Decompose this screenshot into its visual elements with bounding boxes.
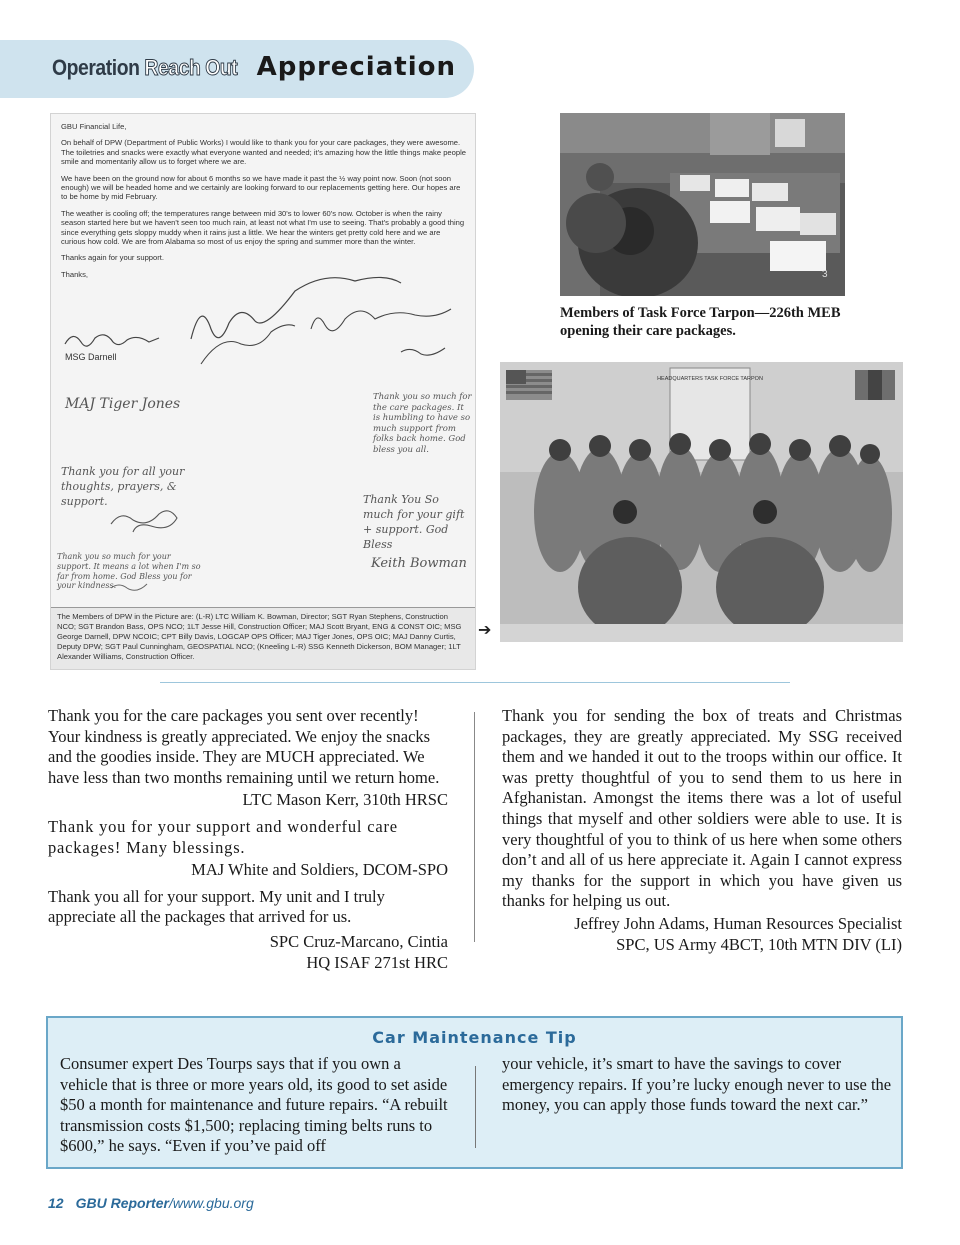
letter-signature: SPC, US Army 4BCT, 10th MTN DIV (LI)	[616, 934, 902, 954]
letter-closing: Thanks again for your support.	[61, 253, 164, 263]
tip-text-left	[60, 1054, 452, 1157]
handwritten-note: MAJ Tiger Jones	[65, 396, 181, 412]
tip-paragraph: your vehicle, it’s smart to have the savings to cover emergency repairs. If you’re lucky enough never to use the money, you can apply those funds toward the next car.”	[502, 1054, 892, 1115]
letters-left-column	[48, 706, 448, 973]
letter-paragraph: The weather is cooling off; the temperatures range between mid 30's to lower 60's now. October is when the rainy season started here but we haven't seen too much rain, at least not what I'm use to seeing. That's probably a good thing since everything gets sloppy muddy when it rains just a little. We hear the winters get pretty cold here and we are curious how cold. We are from Alabama so most of us enjoy the spring and summer more than the winter.	[61, 208, 465, 247]
handwritten-note: Thank you so much for your support. It means a lot when I'm so far from home. God Bless you for your kindness.	[57, 552, 201, 591]
scanned-letter	[50, 113, 476, 670]
letter-signature: SPC Cruz-Marcano, Cintia	[269, 931, 448, 951]
photo-number: 3	[822, 269, 828, 280]
letter-greeting: GBU Financial Life,	[61, 122, 127, 131]
letter-text: Thank you for the care packages you sent over recently! Your kindness is greatly appreciated. We enjoy the snacks and the goodies inside. They are MUCH appreciated. We have less than two months remaining until we return home.	[48, 706, 440, 787]
letter-signature: LTC Mason Kerr, 310th HRSC	[242, 790, 448, 810]
letter-thanks: Thanks,	[61, 269, 89, 279]
handwritten-note: Thank you so much for the care packages. It is humbling to have so much support from folks back home. God bless you all.	[373, 392, 472, 455]
care-packages-photo	[560, 113, 845, 296]
divider	[160, 682, 790, 683]
tip-title: Car Maintenance Tip	[372, 1028, 577, 1047]
soldiers-group-photo	[500, 362, 903, 642]
brand-logo: Operation Reach Out	[52, 55, 238, 80]
tip-paragraph: Consumer expert Des Tourps says that if you own a vehicle that is three or more years old, its good to set aside $50 a month for maintenance and future repairs. “A rebuilt transmission costs $1,500; replacing timing belts runs to $600,” he says. “Even if you’ve paid off	[60, 1054, 448, 1156]
banner-title	[52, 52, 456, 88]
section-title: Appreciation	[256, 52, 456, 82]
tip-text-right	[502, 1054, 894, 1116]
letter-signature: HQ ISAF 271st HRC	[306, 952, 448, 972]
photo-caption: Members of Task Force Tarpon—226th MEB opening their care packages.	[560, 305, 841, 339]
letter-signature: Jeffrey John Adams, Human Resources Specialist	[574, 913, 902, 933]
column-divider	[474, 712, 475, 942]
arrow-right-icon: ➔	[478, 620, 492, 639]
letter-paragraph: We have been on the ground now for about 6 months so we have made it past the ½ way point now. Soon (not soon enough) we will be headed home and we certainly are looking forward to our replacements getting here. Our hopes are to be home by mid February.	[61, 173, 461, 202]
publication-name: GBU Reporter	[75, 1195, 169, 1211]
hq-sign-text: HEADQUARTERS TASK FORCE TARPON	[657, 376, 763, 382]
letter-signature: MAJ White and Soldiers, DCOM-SPO	[191, 860, 448, 880]
tip-divider	[475, 1066, 476, 1148]
letter-paragraph: On behalf of DPW (Department of Public Works) I would like to thank you for your care packages, they were awesome. The toiletries and snacks were exactly what everyone wanted and needed; it's amazing how the little things make people smile and momentarily allow us to forget where we are.	[61, 138, 466, 167]
handwritten-note: Thank You So much for your gift + support. God Bless	[363, 493, 465, 551]
letter-caption: The Members of DPW in the Picture are: (L-R) LTC William K. Bowman, Director; SGT Ryan Stephens, Construction NCO; SGT Brandon Bass, OPS NCO; 1LT Jesse Hill, Construction Officer; MAJ Scott Bryant, ENG & CONST OIC; MSG George Darnell, DPW NCOIC; CPT Billy Davis, LOGCAP OPS Officer; MAJ Tiger Jones, OPS OIC; MAJ Danny Curtis, Deputy DPW; SGT Paul Cunningham, GEOSPATIAL NCO; (Kneeling L-R) SSG Kenneth Dickerson, BOM Manager; 1LT Alexander Williams, Construction Officer.	[51, 607, 475, 669]
handwritten-note: Keith Bowman	[371, 556, 467, 571]
page-number: 12	[48, 1195, 64, 1211]
letter-text: Thank you for sending the box of treats and Christmas packages, they are greatly appreciated. My SSG received them and we handed it out to the troops within our office. It was pretty thoughtful of you to send them to us here in Afghanistan. Amongst the items there was a lot of useful things that myself and other soldiers were able to use. It is very thoughtful of you to think of us here when some others don’t and all of us here appreciate it. Again I cannot express my thanks for the support in which you have given us thanks for helping us out.	[502, 706, 902, 911]
letter-signer: MSG Darnell	[65, 352, 117, 362]
publication-url[interactable]: /www.gbu.org	[168, 1195, 254, 1211]
car-maintenance-tip-box	[46, 1016, 903, 1169]
page-footer	[48, 1195, 254, 1211]
handwritten-note: Thank you for all your thoughts, prayers, & support.	[61, 465, 185, 508]
letters-right-column	[502, 706, 902, 955]
letter-text: Thank you for your support and wonderful care packages! Many blessings.	[48, 816, 398, 857]
letter-text: Thank you all for your support. My unit and I truly appreciate all the packages that arrived for us.	[48, 886, 385, 927]
